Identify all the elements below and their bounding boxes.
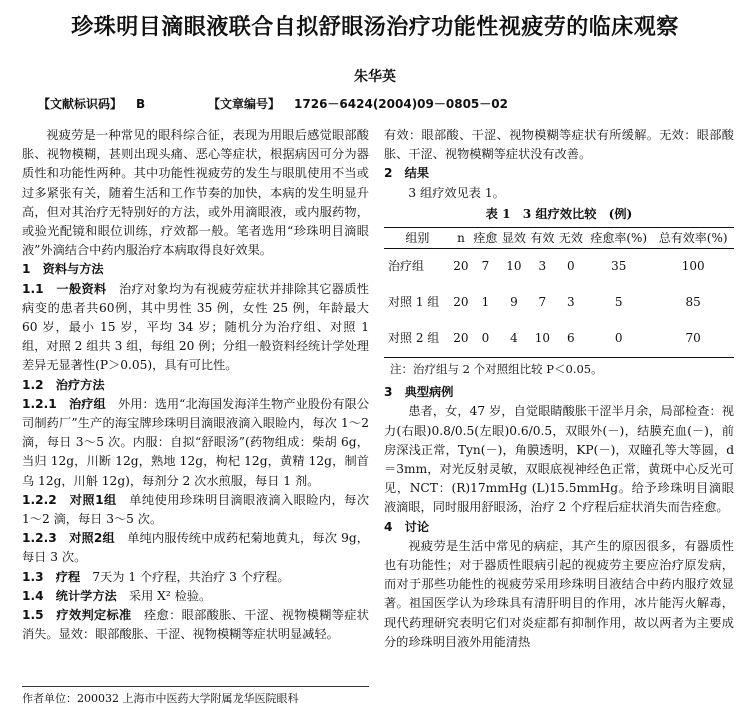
table-value-cell: 70: [685, 331, 701, 346]
table-note: 注：治疗组与 2 个对照组比较 P＜0.05。: [390, 362, 603, 377]
article-number-value: 1726－6424(2004)09－0805－02: [294, 97, 508, 111]
table-value-cell: 3: [567, 295, 575, 310]
section-1-2-1-text: 外用：选用“北海国发海洋生物产业股份有限公司制药厂”生产的海宝牌珍珠明目滴眼液滴入眼睑内，每次 1～2 滴，每日 3～5 次。内服：自拟“舒眼汤”(药物组成：柴胡 6g，当归 12g，川断 12g，熟地 12g，枸杞 12g，黄精 12g，制首乌 12g，川斛 12g)，每剂分 2 次水煎服，每日 1 剂。: [22, 396, 370, 488]
table-header-cell: 痊愈率(%): [585, 228, 652, 249]
paper-title: 珍珠明目滴眼液联合自拟舒眼汤治疗功能性视疲劳的临床观察: [71, 15, 679, 40]
section-1-3: [22, 568, 369, 587]
table-value-cell: 20: [453, 259, 469, 274]
table-header-cell: 有效: [528, 228, 556, 249]
section-1-2-2-text: 单纯使用珍珠明目滴眼液滴入眼睑内，每次 1～2 滴，每日 3～5 次。: [22, 492, 370, 527]
table-header-cell: 组别: [384, 228, 451, 249]
document-code-value: B: [136, 97, 146, 111]
table-value-cell: 10: [506, 259, 522, 274]
section-1-3-heading: 1.3 疗程: [22, 569, 81, 584]
document-code-label: 【文献标识码】: [38, 97, 123, 111]
section-1-2-3: [22, 529, 369, 567]
section-1-2-1: [22, 395, 369, 491]
section-1-5-heading: 1.5 疗效判定标准: [22, 608, 132, 623]
section-1-4-text: 采用 X² 检验。: [128, 588, 212, 603]
table-value-cell: 0: [481, 331, 490, 346]
section-1-1-text: 治疗对象均为有视疲劳症状并排除其它器质性病变的患者共60例，其中男性 35 例，女性 25 例，年龄最大 60 岁，最小 15 岁，平均 34 岁；随机分为治疗组、对照 1 组，对照 2 组共 3 组，每组 20 例；分组一般资料经统计学处理差异无显著性(P＞0.05)，具有可比性。: [22, 281, 369, 373]
table-value-cell: 7: [538, 295, 547, 310]
table-group-cell: 治疗组: [388, 259, 425, 274]
section-4-heading: 4 讨论: [384, 519, 430, 534]
table-group-cell: 对照 2 组: [388, 331, 440, 346]
table-header-cell: n: [451, 228, 471, 249]
section-1-5-text: 痊愈：眼部酸胀、干涩、视物模糊等症状消失。显效：眼部酸胀、干涩、视物模糊等症状明显减轻。: [22, 608, 369, 642]
section-1-2-3-heading: 1.2.3 对照2组: [22, 531, 115, 546]
section-1-2-heading: 1.2 治疗方法: [22, 377, 105, 392]
case-report-text: 患者，女，47 岁，自觉眼睛酸胀干涩半月余，局部检查：视力(右眼)0.8/0.5(左眼)0.6/0.5，双眼外(－)，结膜充血(－)，前房深浅正常，Tyn(－)，角膜透明，KP(－)，双瞳孔等大等圆，d＝3mm，对光反射灵敏，双眼底视神经色正常，黄斑中心反光可见，NCT：(R)17mmHg (L)15.5mmHg。给予珍珠明目滴眼液滴眼，同时服用舒眼汤，治疗 2 个疗程后症状消失而告痊愈。: [384, 404, 734, 515]
table-row: [384, 321, 734, 358]
section-1-4-heading: 1.4 统计学方法: [22, 588, 117, 603]
criteria-continued: 有效：眼部酸、干涩、视物模糊等症状有所缓解。无效：眼部酸胀、干涩、视物模糊等症状没有改善。: [384, 128, 734, 162]
table-value-cell: 20: [453, 331, 469, 346]
section-1-2-2: [22, 491, 369, 529]
section-1-2-2-heading: 1.2.2 对照1组: [22, 492, 117, 507]
results-table: [384, 227, 734, 358]
table-body: [384, 249, 734, 358]
article-number: [208, 95, 508, 112]
section-1-1-heading: 1.1 一般资料: [22, 281, 107, 296]
table-header-cell: 显效: [500, 228, 528, 249]
article-number-label: 【文章编号】: [208, 97, 281, 111]
author-name: 朱华英: [354, 69, 396, 85]
section-2-text: 3 组疗效见表 1。: [408, 185, 505, 200]
section-1-heading: 1 资料与方法: [22, 262, 104, 277]
table-value-cell: 6: [567, 331, 575, 346]
section-1-1: [22, 280, 369, 376]
table-header-cell: 总有效率(%): [652, 228, 734, 249]
section-1-2-1-heading: 1.2.1 治疗组: [22, 396, 106, 411]
table-value-cell: 9: [510, 295, 518, 310]
table-value-cell: 5: [614, 295, 623, 310]
document-code: [38, 95, 145, 112]
intro-paragraph: 视疲劳是一种常见的眼科综合征，表现为用眼后感觉眼部酸胀、视物模糊，甚则出现头痛、恶心等症状，根据病因可分为器质性和功能性两种。其中功能性视疲劳的发生与眼肌使用不当或过多紧张有关，随着生活和工作节奏的加快，本病的发生明显升高，但对其治疗无特别好的方法，或外用滴眼液，或内服药物，或验光配镜和眼位训练，疗效都一般。笔者选用“珍珠明目滴眼液”外滴结合中药内服治疗本病取得良好效果。: [22, 128, 369, 258]
table-value-cell: 1: [481, 295, 490, 310]
table-value-cell: 3: [538, 259, 547, 274]
section-1-2-3-text: 单纯内服传统中成药杞菊地黄丸，每次 9g，每日 3 次。: [22, 531, 369, 565]
table-value-cell: 85: [685, 295, 701, 310]
table-row: [384, 249, 734, 286]
table-value-cell: 20: [453, 295, 469, 310]
table-group-cell: 对照 1 组: [388, 295, 440, 310]
table-value-cell: 7: [481, 259, 490, 274]
author-affiliation-footnote: 作者单位：200032 上海市中医药大学附属龙华医院眼科: [22, 686, 369, 706]
table-row: [384, 285, 734, 321]
table-caption: 表 1 3 组疗效比较 (例): [485, 206, 633, 221]
section-1-5: [22, 606, 369, 644]
discussion-text: 视疲劳是生活中常见的病症，其产生的原因很多，有器质性也有功能性；对于器质性眼病引起的视疲劳主要应治疗原发病，而对于那些功能性的视疲劳采用珍珠明目液结合中药内服疗效显著。祖国医学认为珍珠具有清肝明目的作用，冰片能泻火解毒，现代药理研究表明它们对炎症都有抑制作用，故以两者为主要成分的珍珠明目液外用能清热: [384, 538, 734, 649]
left-column: [22, 126, 369, 644]
section-1-4: [22, 587, 369, 606]
table-header-row: [384, 228, 734, 249]
table-value-cell: 100: [681, 259, 705, 274]
section-3-heading: 3 典型病例: [384, 385, 454, 400]
table-value-cell: 35: [611, 259, 627, 274]
table-header-cell: 无效: [557, 228, 585, 249]
table-header-cell: 痊愈: [471, 228, 499, 249]
table-value-cell: 0: [567, 259, 575, 274]
section-1-3-text: 7天为 1 个疗程，共治疗 3 个疗程。: [92, 569, 290, 584]
table-value-cell: 4: [510, 331, 518, 346]
section-2-heading: 2 结果: [384, 166, 430, 181]
table-value-cell: 0: [614, 331, 623, 346]
right-column: [384, 126, 734, 652]
table-value-cell: 10: [534, 331, 550, 346]
